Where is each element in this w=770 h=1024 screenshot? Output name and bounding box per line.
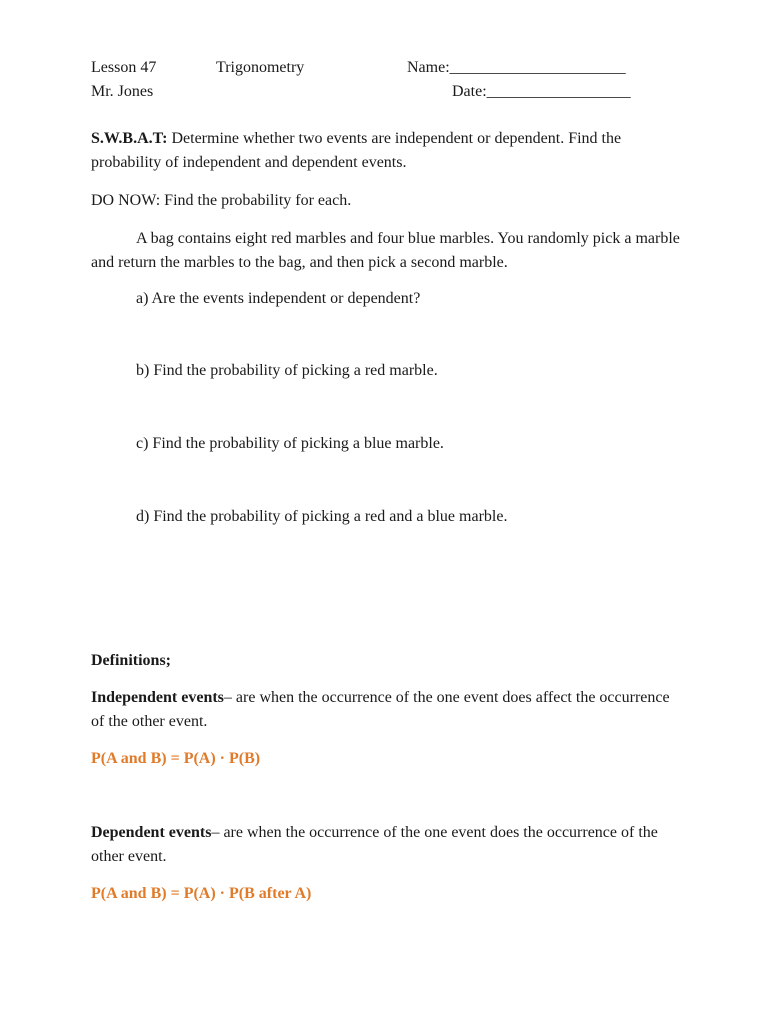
subject-title: Trigonometry xyxy=(216,59,305,76)
question-b: b) Find the probability of picking a red marble. xyxy=(136,362,438,379)
question-c: c) Find the probability of picking a blue marble. xyxy=(136,435,444,452)
do-now-instruction: DO NOW: Find the probability for each. xyxy=(91,192,352,209)
date-field: Date:__________________ xyxy=(452,83,631,100)
name-field: Name:______________________ xyxy=(407,59,626,76)
independent-text: – are when the occurrence of the one event does affect the occurrence of the other event. xyxy=(91,689,670,730)
dependent-formula: P(A and B) = P(A) · P(B after A) xyxy=(91,885,312,902)
independent-definition xyxy=(91,686,681,734)
objective-label: S.W.B.A.T: xyxy=(91,130,168,147)
problem-statement: A bag contains eight red marbles and four blue marbles. You randomly pick a marble and return the marbles to the bag, and then pick a second marble. xyxy=(91,230,680,271)
question-d: d) Find the probability of picking a red and a blue marble. xyxy=(136,508,508,525)
dependent-definition xyxy=(91,821,681,869)
dependent-text: – are when the occurrence of the one event does the occurrence of the other event. xyxy=(91,824,658,865)
objective-text: Determine whether two events are independent or dependent. Find the probability of independent and dependent events. xyxy=(91,130,622,171)
independent-formula: P(A and B) = P(A) · P(B) xyxy=(91,750,261,767)
definitions-heading: Definitions; xyxy=(91,652,171,669)
question-a: a) Are the events independent or dependent? xyxy=(136,290,421,307)
dependent-term: Dependent events xyxy=(91,824,212,841)
independent-term: Independent events xyxy=(91,689,224,706)
lesson-number: Lesson 47 xyxy=(91,59,157,76)
objective xyxy=(91,127,681,175)
teacher-name: Mr. Jones xyxy=(91,83,154,100)
